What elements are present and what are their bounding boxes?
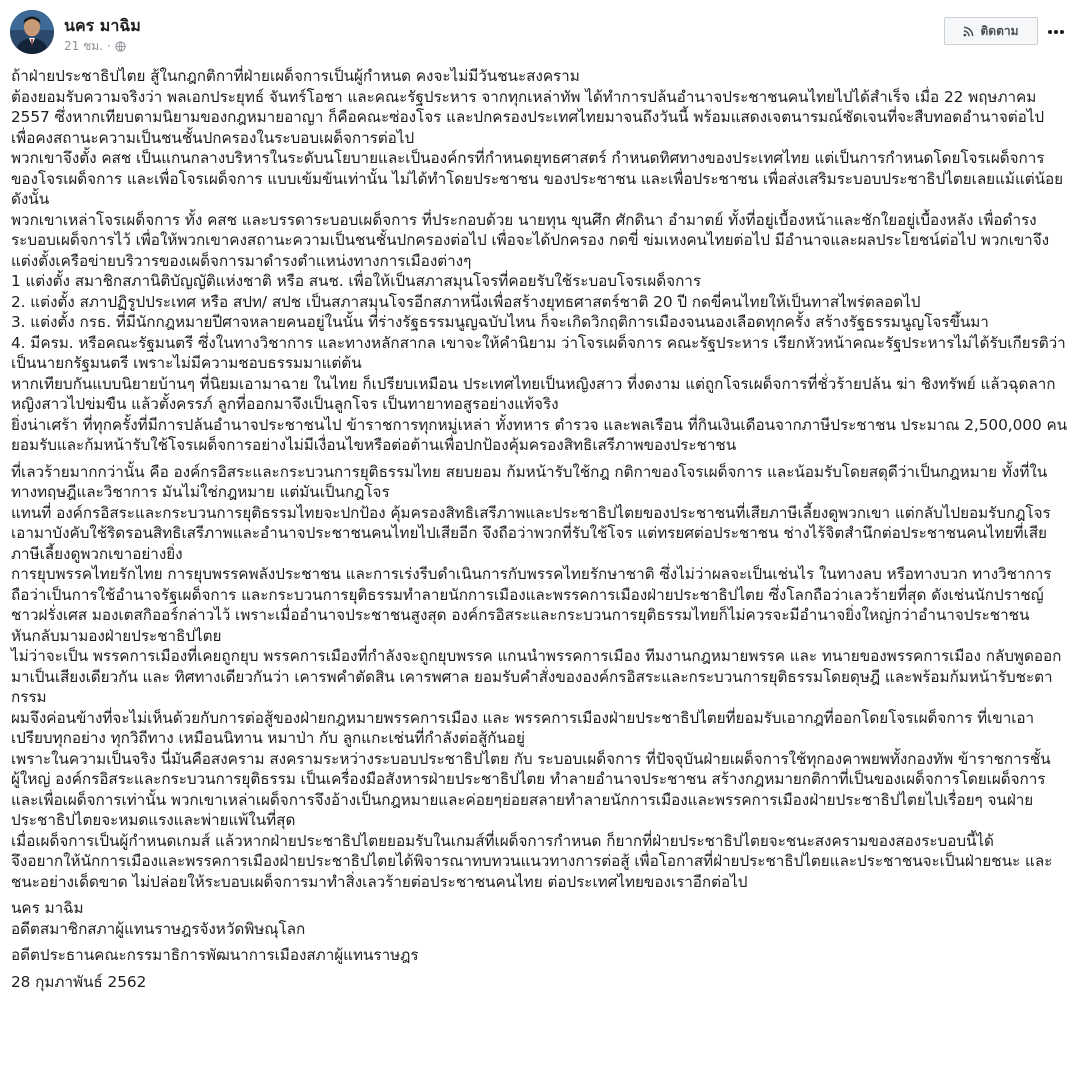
more-horizontal-icon (1047, 29, 1065, 35)
post-paragraph: จึงอยากให้นักการเมืองและพรรคการเมืองฝ่ายประชาธิปไตยได้พิจารณาทบทวนแนวทางการต่อสู้ เพื่อโอกาสที่ฝ่ายประชาธิปไตยและประชาชนจะเป็นฝ่ายชนะ และชนะอย่างเด็ดขาด ไม่ปล่อยให้ระบอบเผด็จการมาทำสิ่งเลวร้ายต่อประชาชนคนไทย ต่อประเทศไทยของเราอีกต่อไป (11, 852, 1053, 891)
post-paragraph: ไม่ว่าจะเป็น พรรคการเมืองที่เคยถูกยุบ พรรคการเมืองที่กำลังจะถูกยุบพรรค แกนนำพรรคการเมือง ทีมงานกฎหมายพรรค และ ทนายของพรรคการเมือง กลับพูดออกมาเป็นเสียงเดียวกัน และ ทิศทางเดียวกันว่า เคารพคำตัดสิน เคารพศาล ยอมรับคำสั่งขององค์กรอิสระและกระบวนการยุติธรรมโดยดุษฎี และพร้อมก้มหน้ารับชะตากรรม (11, 647, 1062, 706)
post-paragraph: แทนที่ องค์กรอิสระและกระบวนการยุติธรรมไทยจะปกป้อง คุ้มครองสิทธิเสรีภาพและประชาธิปไตยของประชาชนที่เสียภาษีเลี้ยงดูพวกเขา แต่กลับไปยอมรับกฎโจร เอามาบังคับใช้ริดรอนสิทธิเสรีภาพและอำนาจประชาชนคนไทยไปเสียอีก จึงถือว่าพวกที่รับใช้โจร แต่ทรยศต่อประชาชน ช่างไร้จิตสำนึกต่อประชาชนคนไทยที่เสียภาษีเลี้ยงดูพวกเขาอย่างยิ่ง (11, 503, 1051, 563)
post-paragraph: ผมจึงค่อนข้างที่จะไม่เห็นด้วยกับการต่อสู้ของฝ่ายกฎหมายพรรคการเมือง และ พรรคการเมืองฝ่ายประชาธิปไตยที่ยอมรับเอากฎที่ออกโดยโจรเผด็จการ ที่เขาเอาเปรียบทุกอย่าง ทุกวิถีทาง เหมือนนิทาน หมาป่า กับ ลูกแกะเช่นที่กำลังต่อสู้กันอยู่ (11, 708, 1035, 747)
meta-separator: · (106, 39, 111, 53)
signature-title: อดีตประธานคณะกรรมาธิการพัฒนาการเมืองสภาผู้แทนราษฎร (11, 946, 419, 964)
post-paragraph: หากเทียบกันแบบนิยายบ้านๆ ที่นิยมเอามาฉาย ในไทย ก็เปรียบเหมือน ประเทศไทยเป็นหญิงสาว ที่งดงาม แต่ถูกโจรเผด็จการที่ชั่วร้ายปล้น ฆ่า ชิงทรัพย์ แล้วฉุดลากหญิงสาวไปข่มขืน แล้วตั้งครรภ์ ลูกที่ออกมาจึงเป็นลูกโจร เป็นทายาทอสูรอย่างแท้จริง (11, 374, 1056, 413)
post-header (10, 10, 1070, 58)
more-options-button[interactable] (1044, 20, 1068, 44)
post-paragraph: 3. แต่งตั้ง กรธ. ที่มีนักกฎหมายปีศาจหลายคนอยู่ในนั้น ที่ร่างรัฐธรรมนูญฉบับไหน ก็จะเกิดวิกฤติการเมืองจนนองเลือดทุกครั้ง สร้างรัฐธรรมนูญโจรขึ้นมา (11, 313, 989, 331)
avatar[interactable] (10, 10, 54, 54)
follow-button-label: ติดตาม (980, 23, 1019, 38)
post-paragraph: ยิ่งน่าเศร้า ที่ทุกครั้งที่มีการปล้นอำนาจประชาชนไป ข้าราชการทุกหมู่เหล่า ทั้งทหาร ตำรวจ และพลเรือน ที่กินเงินเดือนจากภาษีประชาชน ประมาณ 2,500,000 คนยอมรับและก้มหน้ารับใช้โจรเผด็จการอย่างไม่มีเงื่อนไขหรือต่อต้านเพื่อปกป้องคุ้มครองสิทธิเสรีภาพของประชาชน (11, 415, 1068, 454)
post-paragraph: เมื่อเผด็จการเป็นผู้กำหนดเกมส์ แล้วหากฝ่ายประชาธิปไตยยอมรับในเกมส์ที่เผด็จการกำหนด ก็ยากที่ฝ่ายประชาธิปไตยจะชนะสงครามของสองระบอบนี้ได้ (11, 831, 994, 850)
post-meta (64, 38, 126, 54)
post-paragraph: 1 แต่งตั้ง สมาชิกสภานิติบัญญัติแห่งชาติ หรือ สนช. เพื่อให้เป็นสภาสมุนโจรที่คอยรับใช้ระบอบโจรเผด็จการ (11, 272, 701, 290)
globe-icon (115, 41, 126, 52)
rss-icon (963, 26, 974, 37)
post-paragraph: ต้องยอมรับความจริงว่า พลเอกประยุทธ์ จันทร์โอชา และคณะรัฐประหาร จากทุกเหล่าทัพ ได้ทำการปล้นอำนาจประชาชนคนไทยไปได้สำเร็จ เมื่อ 22 พฤษภาคม 2557 ซึ่งหากเทียบตามนิยามของกฎหมายอาญา ก็คือคณะซ่องโจร และปกครองประเทศไทยมาจนถึงวันนี้ พร้อมแสดงเจตนารมณ์ชัดเจนที่จะสืบทอดอำนาจต่อไป เพื่อคงสถานะความเป็นชนชั้นปกครองในระบอบเผด็จการต่อไป (11, 87, 1045, 147)
post-paragraph: พวกเขาเหล่าโจรเผด็จการ ทั้ง คสช และบรรดาระบอบเผด็จการ ที่ประกอบด้วย นายทุน ขุนศึก ศักดินา อำมาตย์ ทั้งที่อยู่เบื้องหน้าและชักใยอยู่เบื้องหลัง เพื่อดำรงระบอบเผด็จการไว้ เพื่อให้พวกเขาคงสถานะความเป็นชนชั้นปกครองต่อไป เพื่อจะได้ปกครอง กดขี่ ข่มเหงคนไทยต่อไป มีอำนาจและผลประโยชน์ต่อไป พวกเขาจึงแต่งตั้งเครือข่ายบริวารของเผด็จการมาดำรงตำแหน่งทางการเมืองต่างๆ (11, 210, 1050, 270)
post-time[interactable]: 21 ชม. (64, 39, 103, 53)
signature-date: 28 กุมภาพันธ์ 2562 (11, 972, 147, 991)
post-paragraph: 2. แต่งตั้ง สภาปฏิรูปประเทศ หรือ สปท/ สปช เป็นสภาสมุนโจรอีกสภาหนึ่งเพื่อสร้างยุทธศาสตร์ชาติ 20 ปี กดขี่คนไทยให้เป็นทาสไพร่ตลอดไป (11, 292, 921, 311)
post-paragraph: 4. มีครม. หรือคณะรัฐมนตรี ซึ่งในทางวิชาการ และทางหลักสากล เขาจะให้คำนิยาม ว่าโจรเผด็จการ คณะรัฐประหาร เรียกหัวหน้าคณะรัฐประหารไม่ได้รับเกียรติว่าเป็นนายกรัฐมนตรี เพราะไม่มีความชอบธรรมมาแต่ต้น (11, 333, 1066, 372)
post-body (11, 66, 1069, 992)
post-paragraph: ที่เลวร้ายมากกว่านั้น คือ องค์กรอิสระและกระบวนการยุติธรรมไทย สยบยอม ก้มหน้ารับใช้กฎ กติกาของโจรเผด็จการ และน้อมรับโดยสดุดีว่าเป็นกฎหมาย ทั้งที่ในทางทฤษฎีและวิชาการ มันไม่ใช่กฎหมาย แต่มันเป็นกฎโจร (11, 462, 1048, 501)
avatar-portrait-image (10, 10, 54, 54)
follow-button[interactable] (944, 17, 1038, 45)
post-paragraph: พวกเขาจึงตั้ง คสช เป็นแกนกลางบริหารในระดับนโยบายและเป็นองค์กรที่กำหนดยุทธศาสตร์ กำหนดทิศทางของประเทศไทย แต่เป็นการกำหนดโดยโจรเผด็จการ ของโจรเผด็จการ และเพื่อโจรเผด็จการ แบบเข้มข้นเท่านั้น ไม่ได้ทำโดยประชาชน ของประชาชน และเพื่อประชาชน เพื่อส่งเสริมระบอบประชาธิปไตยเลยแม้แต่น้อย ดังนั้น (11, 149, 1064, 208)
post-paragraph: เพราะในความเป็นจริง นี่มันคือสงคราม สงครามระหว่างระบอบประชาธิปไตย กับ ระบอบเผด็จการ ที่ปัจจุบันฝ่ายเผด็จการใช้ทุกองคาพยพทั้งกองทัพ ข้าราชการชั้นผู้ใหญ่ องค์กรอิสระและกระบวนการยุติธรรม เป็นเครื่องมือสังหารฝ่ายประชาธิปไตย ทำลายอำนาจประชาชน สร้างกฎหมายกติกาที่เป็นของเผด็จการโดยเผด็จการ และเพื่อเผด็จการเท่านั้น พวกเขาเหล่าเผด็จการจึงอ้างเป็นกฎหมายและค่อยๆย่อยสลายทำลายนักการเมืองและพรรคการเมืองฝ่ายประชาธิปไตยไปเรื่อยๆ จนฝ่ายประชาธิปไตยจะหมดแรงและพ่ายแพ้ในที่สุด (11, 749, 1051, 829)
author-name[interactable]: นคร มาฉิม (64, 16, 141, 35)
post-paragraph: ถ้าฝ่ายประชาธิปไตย สู้ในกฎกติกาที่ฝ่ายเผด็จการเป็นผู้กำหนด คงจะไม่มีวันชนะสงคราม (11, 67, 580, 85)
signature-title: อดีตสมาชิกสภาผู้แทนราษฎรจังหวัดพิษณุโลก (11, 919, 306, 938)
signature-name: นคร มาฉิม (11, 899, 84, 917)
post-paragraph: การยุบพรรคไทยรักไทย การยุบพรรคพลังประชาชน และการเร่งรีบดำเนินการกับพรรคไทยรักษาชาติ ซึ่งไม่ว่าผลจะเป็นเช่นไร ในทางลบ หรือทางบวก ทางวิชาการถือว่าเป็นการใช้อำนาจรัฐเผด็จการ และกระบวนการยุติธรรมทำลายนักการเมืองและพรรคการเมืองฝ่ายประชาธิปไตย ซึ่งโลกถือว่าเลวร้ายที่สุด ดังเช่นนักปราชญ์ชาวฝรั่งเศส มองเตสกิออร์กล่าวไว้ เพราะเมื่ออำนาจประชาชนสูงสุด องค์กรอิสระและกระบวนการยุติธรรมไทยก็ไม่ควรจะมีอำนาจยิ่งใหญ่กว่าอำนาจประชาชน (11, 565, 1052, 624)
post-paragraph: หันกลับมามองฝ่ายประชาธิปไตย (11, 626, 222, 645)
